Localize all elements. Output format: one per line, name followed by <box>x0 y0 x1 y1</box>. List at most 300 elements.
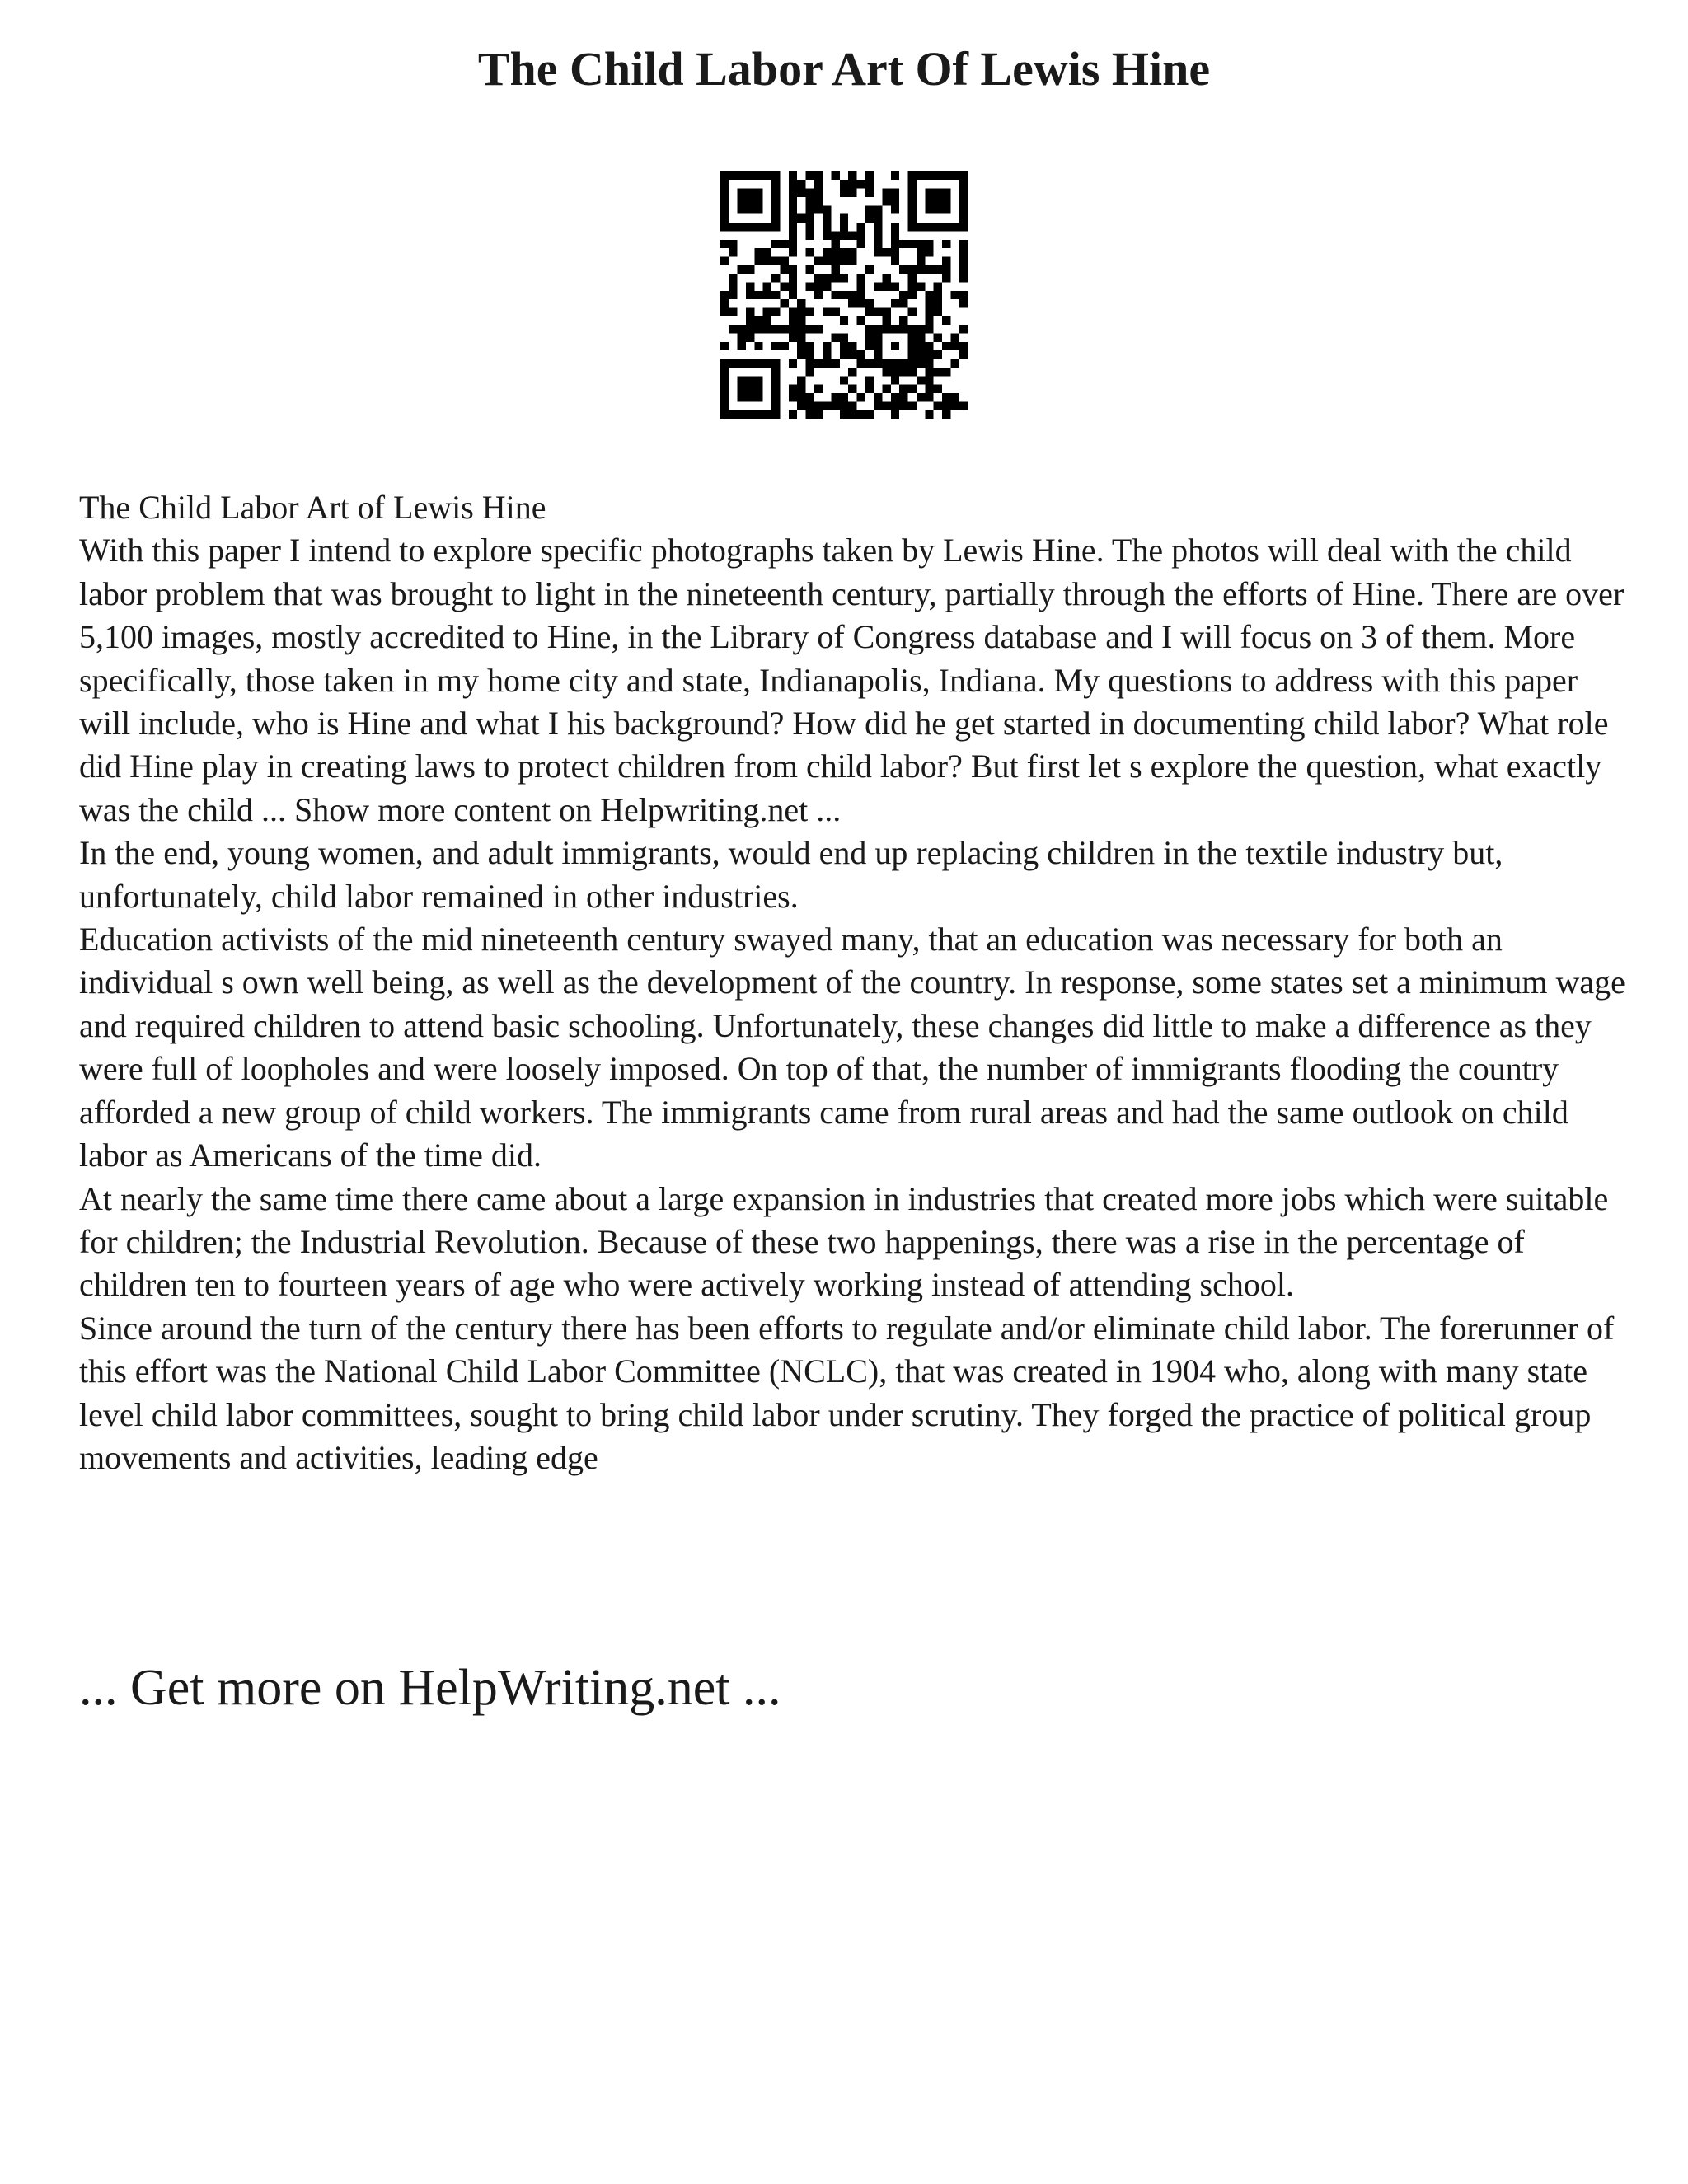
qr-module <box>840 189 848 197</box>
qr-module <box>959 223 968 231</box>
qr-module <box>848 256 856 265</box>
qr-module <box>908 359 917 368</box>
qr-module <box>763 282 771 290</box>
qr-module <box>814 410 823 419</box>
qr-module <box>763 308 771 316</box>
qr-module <box>925 291 933 299</box>
qr-module <box>874 342 882 350</box>
qr-module <box>925 410 933 419</box>
qr-module <box>848 350 856 359</box>
qr-module <box>754 223 762 231</box>
qr-module <box>789 231 797 239</box>
qr-module <box>797 401 805 410</box>
qr-module <box>754 316 762 325</box>
qr-module <box>805 359 814 368</box>
qr-module <box>857 299 865 307</box>
qr-code[interactable] <box>720 171 968 419</box>
qr-module <box>771 376 780 384</box>
qr-module <box>959 291 968 299</box>
qr-module <box>959 180 968 188</box>
qr-module <box>720 240 729 248</box>
qr-module <box>823 401 831 410</box>
qr-module <box>797 342 805 350</box>
qr-module <box>771 410 780 419</box>
body-paragraph: Since around the turn of the century there has been efforts to regulate and/or eliminate child labor. The forerunner of this effort was the National Child Labor Committee (NCLC), that was created in 1904 who, along with many state level child labor committees, sought to bring child labor under scrutiny. They forged the practice of political group movements and activities, leading edge <box>79 1309 1615 1476</box>
qr-module <box>763 291 771 299</box>
qr-module <box>865 410 874 419</box>
qr-module <box>917 334 925 342</box>
qr-module <box>917 248 925 256</box>
qr-module <box>814 180 823 188</box>
qr-module <box>840 274 848 282</box>
qr-module <box>891 368 899 376</box>
qr-module <box>908 240 917 248</box>
qr-module <box>934 368 942 376</box>
qr-module <box>754 197 762 205</box>
qr-module <box>959 197 968 205</box>
qr-module <box>942 197 950 205</box>
qr-module <box>899 393 907 401</box>
qr-module <box>763 171 771 180</box>
qr-module <box>797 325 805 333</box>
qr-module <box>797 189 805 197</box>
qr-module <box>891 205 899 213</box>
qr-module <box>789 240 797 248</box>
qr-module <box>959 248 968 256</box>
qr-module <box>797 299 805 307</box>
qr-module <box>754 385 762 393</box>
qr-module <box>891 376 899 384</box>
qr-module <box>934 205 942 213</box>
qr-module <box>865 205 874 213</box>
qr-module <box>746 197 754 205</box>
qr-module <box>891 401 899 410</box>
qr-module <box>857 316 865 325</box>
qr-module <box>857 291 865 299</box>
qr-module <box>814 274 823 282</box>
qr-module <box>738 410 746 419</box>
qr-module <box>857 393 865 401</box>
qr-module <box>823 342 831 350</box>
qr-module <box>771 385 780 393</box>
qr-module <box>857 359 865 368</box>
qr-module <box>883 274 891 282</box>
qr-module <box>865 385 874 393</box>
qr-module <box>925 376 933 384</box>
qr-module <box>754 342 762 350</box>
qr-module <box>917 223 925 231</box>
qr-module <box>738 189 746 197</box>
qr-module <box>831 274 839 282</box>
body-paragraph: Education activists of the mid nineteenth century swayed many, that an education was necessary for both an individual s own well being, as well as the development of the country. In response, some states set a minimum wage and required children to attend basic schooling. Unfortunately, these changes did little to make a difference as they were full of loopholes and were loosely imposed. On top of that, the number of immigrants flooding the country afforded a new group of child workers. The immigrants came from rural areas and had the same outlook on child labor as Americans of the time did. <box>79 921 1625 1174</box>
qr-module <box>797 214 805 223</box>
qr-module <box>934 265 942 274</box>
qr-module <box>814 205 823 213</box>
qr-module <box>874 308 882 316</box>
qr-module <box>746 189 754 197</box>
qr-module <box>729 240 737 248</box>
qr-module <box>720 342 729 350</box>
qr-module <box>934 282 942 290</box>
qr-module <box>771 359 780 368</box>
qr-module <box>848 180 856 188</box>
qr-module <box>891 410 899 419</box>
qr-module <box>891 299 899 307</box>
qr-module <box>857 350 865 359</box>
qr-module <box>763 359 771 368</box>
qr-module <box>891 282 899 290</box>
qr-module <box>959 401 968 410</box>
qr-module <box>729 410 737 419</box>
qr-module <box>917 350 925 359</box>
qr-module <box>883 308 891 316</box>
qr-module <box>831 308 839 316</box>
qr-module <box>720 359 729 368</box>
qr-module <box>823 274 831 282</box>
qr-module <box>746 376 754 384</box>
qr-module <box>831 231 839 239</box>
qr-module <box>942 189 950 197</box>
qr-module <box>720 299 729 307</box>
qr-module <box>814 256 823 265</box>
qr-module <box>831 248 839 256</box>
qr-module <box>908 325 917 333</box>
qr-module <box>891 223 899 231</box>
qr-module <box>942 256 950 265</box>
qr-module <box>771 256 780 265</box>
qr-module <box>857 282 865 290</box>
qr-module <box>959 299 968 307</box>
qr-module <box>805 265 814 274</box>
qr-module <box>883 248 891 256</box>
qr-module <box>814 189 823 197</box>
qr-module <box>891 342 899 350</box>
qr-module <box>789 282 797 290</box>
qr-module <box>805 197 814 205</box>
get-more-link[interactable]: ... Get more on HelpWriting.net ... <box>79 1660 781 1716</box>
qr-module <box>848 299 856 307</box>
qr-module <box>925 393 933 401</box>
qr-module <box>814 385 823 393</box>
qr-module <box>746 291 754 299</box>
qr-module <box>891 240 899 248</box>
qr-module <box>738 359 746 368</box>
qr-module <box>840 342 848 350</box>
qr-module <box>899 368 907 376</box>
qr-module <box>720 180 729 188</box>
qr-module <box>891 393 899 401</box>
qr-module <box>899 385 907 393</box>
qr-module <box>891 325 899 333</box>
qr-module <box>857 231 865 239</box>
qr-module <box>917 342 925 350</box>
qr-module <box>848 410 856 419</box>
qr-module <box>729 359 737 368</box>
qr-module <box>942 393 950 401</box>
qr-module <box>814 325 823 333</box>
qr-module <box>959 171 968 180</box>
qr-module <box>840 180 848 188</box>
qr-module <box>874 214 882 223</box>
qr-module <box>908 205 917 213</box>
qr-module <box>754 205 762 213</box>
qr-module <box>959 205 968 213</box>
qr-module <box>925 197 933 205</box>
qr-module <box>908 265 917 274</box>
qr-module <box>789 316 797 325</box>
qr-module <box>754 189 762 197</box>
qr-module <box>840 350 848 359</box>
qr-module <box>720 189 729 197</box>
qr-module <box>789 180 797 188</box>
qr-module <box>883 316 891 325</box>
qr-module <box>857 180 865 188</box>
qr-module <box>899 265 907 274</box>
qr-module <box>857 410 865 419</box>
qr-module <box>883 401 891 410</box>
qr-module <box>797 350 805 359</box>
qr-module <box>908 180 917 188</box>
qr-module <box>746 282 754 290</box>
qr-module <box>840 223 848 231</box>
qr-module <box>805 214 814 223</box>
qr-code-graphic <box>720 171 968 419</box>
qr-module <box>771 291 780 299</box>
qr-module <box>934 197 942 205</box>
qr-module <box>823 350 831 359</box>
qr-module <box>942 410 950 419</box>
qr-module <box>865 299 874 307</box>
qr-module <box>789 197 797 205</box>
qr-module <box>789 248 797 256</box>
qr-module <box>814 171 823 180</box>
qr-module <box>917 265 925 274</box>
body-paragraph: At nearly the same time there came about a large expansion in industries that created more jobs which were suitable for children; the Industrial Revolution. Because of these two happenings, there was a rise in the percentage of children ten to fourteen years of age who were actively working instead of attending school. <box>79 1179 1609 1304</box>
qr-module <box>874 359 882 368</box>
qr-module <box>959 189 968 197</box>
qr-module <box>925 350 933 359</box>
qr-module <box>959 214 968 223</box>
qr-module <box>831 265 839 274</box>
qr-module <box>908 197 917 205</box>
qr-module <box>925 316 933 325</box>
qr-module <box>729 274 737 282</box>
qr-module <box>805 223 814 231</box>
body-paragraph: In the end, young women, and adult immigrants, would end up replacing children in the textile industry but, unfortunately, child labor remained in other industries. <box>79 834 1503 915</box>
qr-module <box>720 368 729 376</box>
qr-module <box>899 291 907 299</box>
qr-module <box>831 359 839 368</box>
qr-module <box>874 223 882 231</box>
qr-module <box>848 401 856 410</box>
qr-module <box>823 282 831 290</box>
qr-module <box>959 342 968 350</box>
qr-module <box>789 410 797 419</box>
qr-module <box>771 214 780 223</box>
qr-module <box>831 256 839 265</box>
qr-module <box>814 291 823 299</box>
qr-module <box>917 240 925 248</box>
qr-module <box>891 197 899 205</box>
qr-module <box>934 401 942 410</box>
qr-module <box>754 376 762 384</box>
qr-module <box>738 342 746 350</box>
qr-module <box>738 393 746 401</box>
qr-module <box>814 282 823 290</box>
qr-module <box>797 180 805 188</box>
qr-module <box>720 205 729 213</box>
qr-module <box>805 350 814 359</box>
qr-module <box>925 308 933 316</box>
qr-module <box>891 231 899 239</box>
qr-module <box>942 265 950 274</box>
qr-module <box>789 171 797 180</box>
qr-module <box>789 393 797 401</box>
qr-module <box>780 282 788 290</box>
qr-module <box>771 368 780 376</box>
qr-module <box>746 334 754 342</box>
qr-module <box>925 325 933 333</box>
qr-module <box>789 223 797 231</box>
qr-module <box>925 171 933 180</box>
qr-module <box>899 240 907 248</box>
qr-module <box>720 308 729 316</box>
qr-module <box>865 308 874 316</box>
qr-module <box>908 214 917 223</box>
qr-module <box>831 393 839 401</box>
qr-module <box>840 401 848 410</box>
qr-module <box>738 325 746 333</box>
qr-module <box>917 376 925 384</box>
qr-module <box>840 410 848 419</box>
qr-module <box>908 401 917 410</box>
qr-module <box>865 214 874 223</box>
qr-module <box>738 334 746 342</box>
qr-module <box>789 385 797 393</box>
qr-module <box>874 205 882 213</box>
qr-module <box>925 240 933 248</box>
qr-module <box>771 342 780 350</box>
qr-module <box>883 325 891 333</box>
qr-module <box>746 385 754 393</box>
qr-module <box>857 223 865 231</box>
qr-module <box>840 248 848 256</box>
qr-module <box>865 265 874 274</box>
qr-module <box>883 359 891 368</box>
qr-module <box>908 350 917 359</box>
body-paragraph: With this paper I intend to explore specific photographs taken by Lewis Hine. The photos will deal with the child labor problem that was brought to light in the nineteenth century, partially through the efforts of Hine. There are over 5,100 images, mostly accredited to Hine, in the Library of Congress database and I will focus on 3 of them. More specifically, those taken in my home city and state, Indianapolis, Indiana. My questions to address with this paper will include, who is Hine and what I his background? How did he get started in documenting child labor? What role did Hine play in creating laws to protect children from child labor? But first let s explore the question, what exactly was the child ... Show more content on Helpwriting.net ... <box>79 532 1625 828</box>
qr-module <box>899 299 907 307</box>
qr-module <box>874 248 882 256</box>
qr-module <box>908 342 917 350</box>
qr-module <box>874 231 882 239</box>
qr-module <box>950 171 959 180</box>
qr-module <box>780 240 788 248</box>
qr-module <box>840 334 848 342</box>
qr-module <box>857 274 865 282</box>
qr-module <box>797 316 805 325</box>
qr-module <box>840 256 848 265</box>
qr-module <box>746 410 754 419</box>
qr-module <box>848 385 856 393</box>
qr-module <box>950 223 959 231</box>
qr-module <box>959 350 968 359</box>
qr-module <box>805 410 814 419</box>
qr-module <box>823 248 831 256</box>
qr-module <box>908 385 917 393</box>
qr-module <box>925 385 933 393</box>
qr-module <box>771 205 780 213</box>
qr-module <box>959 240 968 248</box>
qr-module <box>934 171 942 180</box>
qr-module <box>771 401 780 410</box>
qr-module <box>746 171 754 180</box>
qr-module <box>950 342 959 350</box>
qr-module <box>771 393 780 401</box>
qr-module <box>891 171 899 180</box>
qr-module <box>771 240 780 248</box>
body-subtitle: The Child Labor Art of Lewis Hine <box>79 489 546 526</box>
qr-module <box>754 359 762 368</box>
qr-module <box>789 214 797 223</box>
qr-module <box>814 401 823 410</box>
qr-module <box>874 393 882 401</box>
qr-module <box>729 308 737 316</box>
qr-module <box>720 256 729 265</box>
qr-module <box>746 359 754 368</box>
qr-module <box>942 240 950 248</box>
qr-module <box>831 401 839 410</box>
qr-module <box>797 308 805 316</box>
qr-module <box>789 308 797 316</box>
qr-module <box>848 342 856 350</box>
qr-module <box>934 223 942 231</box>
qr-module <box>823 256 831 265</box>
qr-module <box>848 291 856 299</box>
qr-module <box>925 368 933 376</box>
qr-module <box>883 368 891 376</box>
qr-module <box>823 231 831 239</box>
qr-module <box>959 265 968 274</box>
qr-module <box>738 171 746 180</box>
qr-module <box>746 325 754 333</box>
qr-module <box>942 223 950 231</box>
qr-module <box>908 368 917 376</box>
qr-module <box>908 334 917 342</box>
qr-module <box>823 308 831 316</box>
document-title: The Child Labor Art Of Lewis Hine <box>477 42 1211 96</box>
qr-module <box>874 240 882 248</box>
qr-module <box>874 401 882 410</box>
qr-module <box>754 410 762 419</box>
qr-module <box>771 180 780 188</box>
qr-module <box>865 359 874 368</box>
qr-module <box>729 325 737 333</box>
qr-module <box>917 393 925 401</box>
qr-module <box>754 393 762 401</box>
qr-module <box>950 359 959 368</box>
qr-module <box>771 197 780 205</box>
qr-module <box>763 248 771 256</box>
qr-module <box>950 291 959 299</box>
qr-module <box>763 316 771 325</box>
qr-module <box>908 189 917 197</box>
qr-module <box>780 299 788 307</box>
qr-module <box>874 350 882 359</box>
qr-module <box>805 171 814 180</box>
qr-module <box>789 291 797 299</box>
qr-module <box>780 265 788 274</box>
